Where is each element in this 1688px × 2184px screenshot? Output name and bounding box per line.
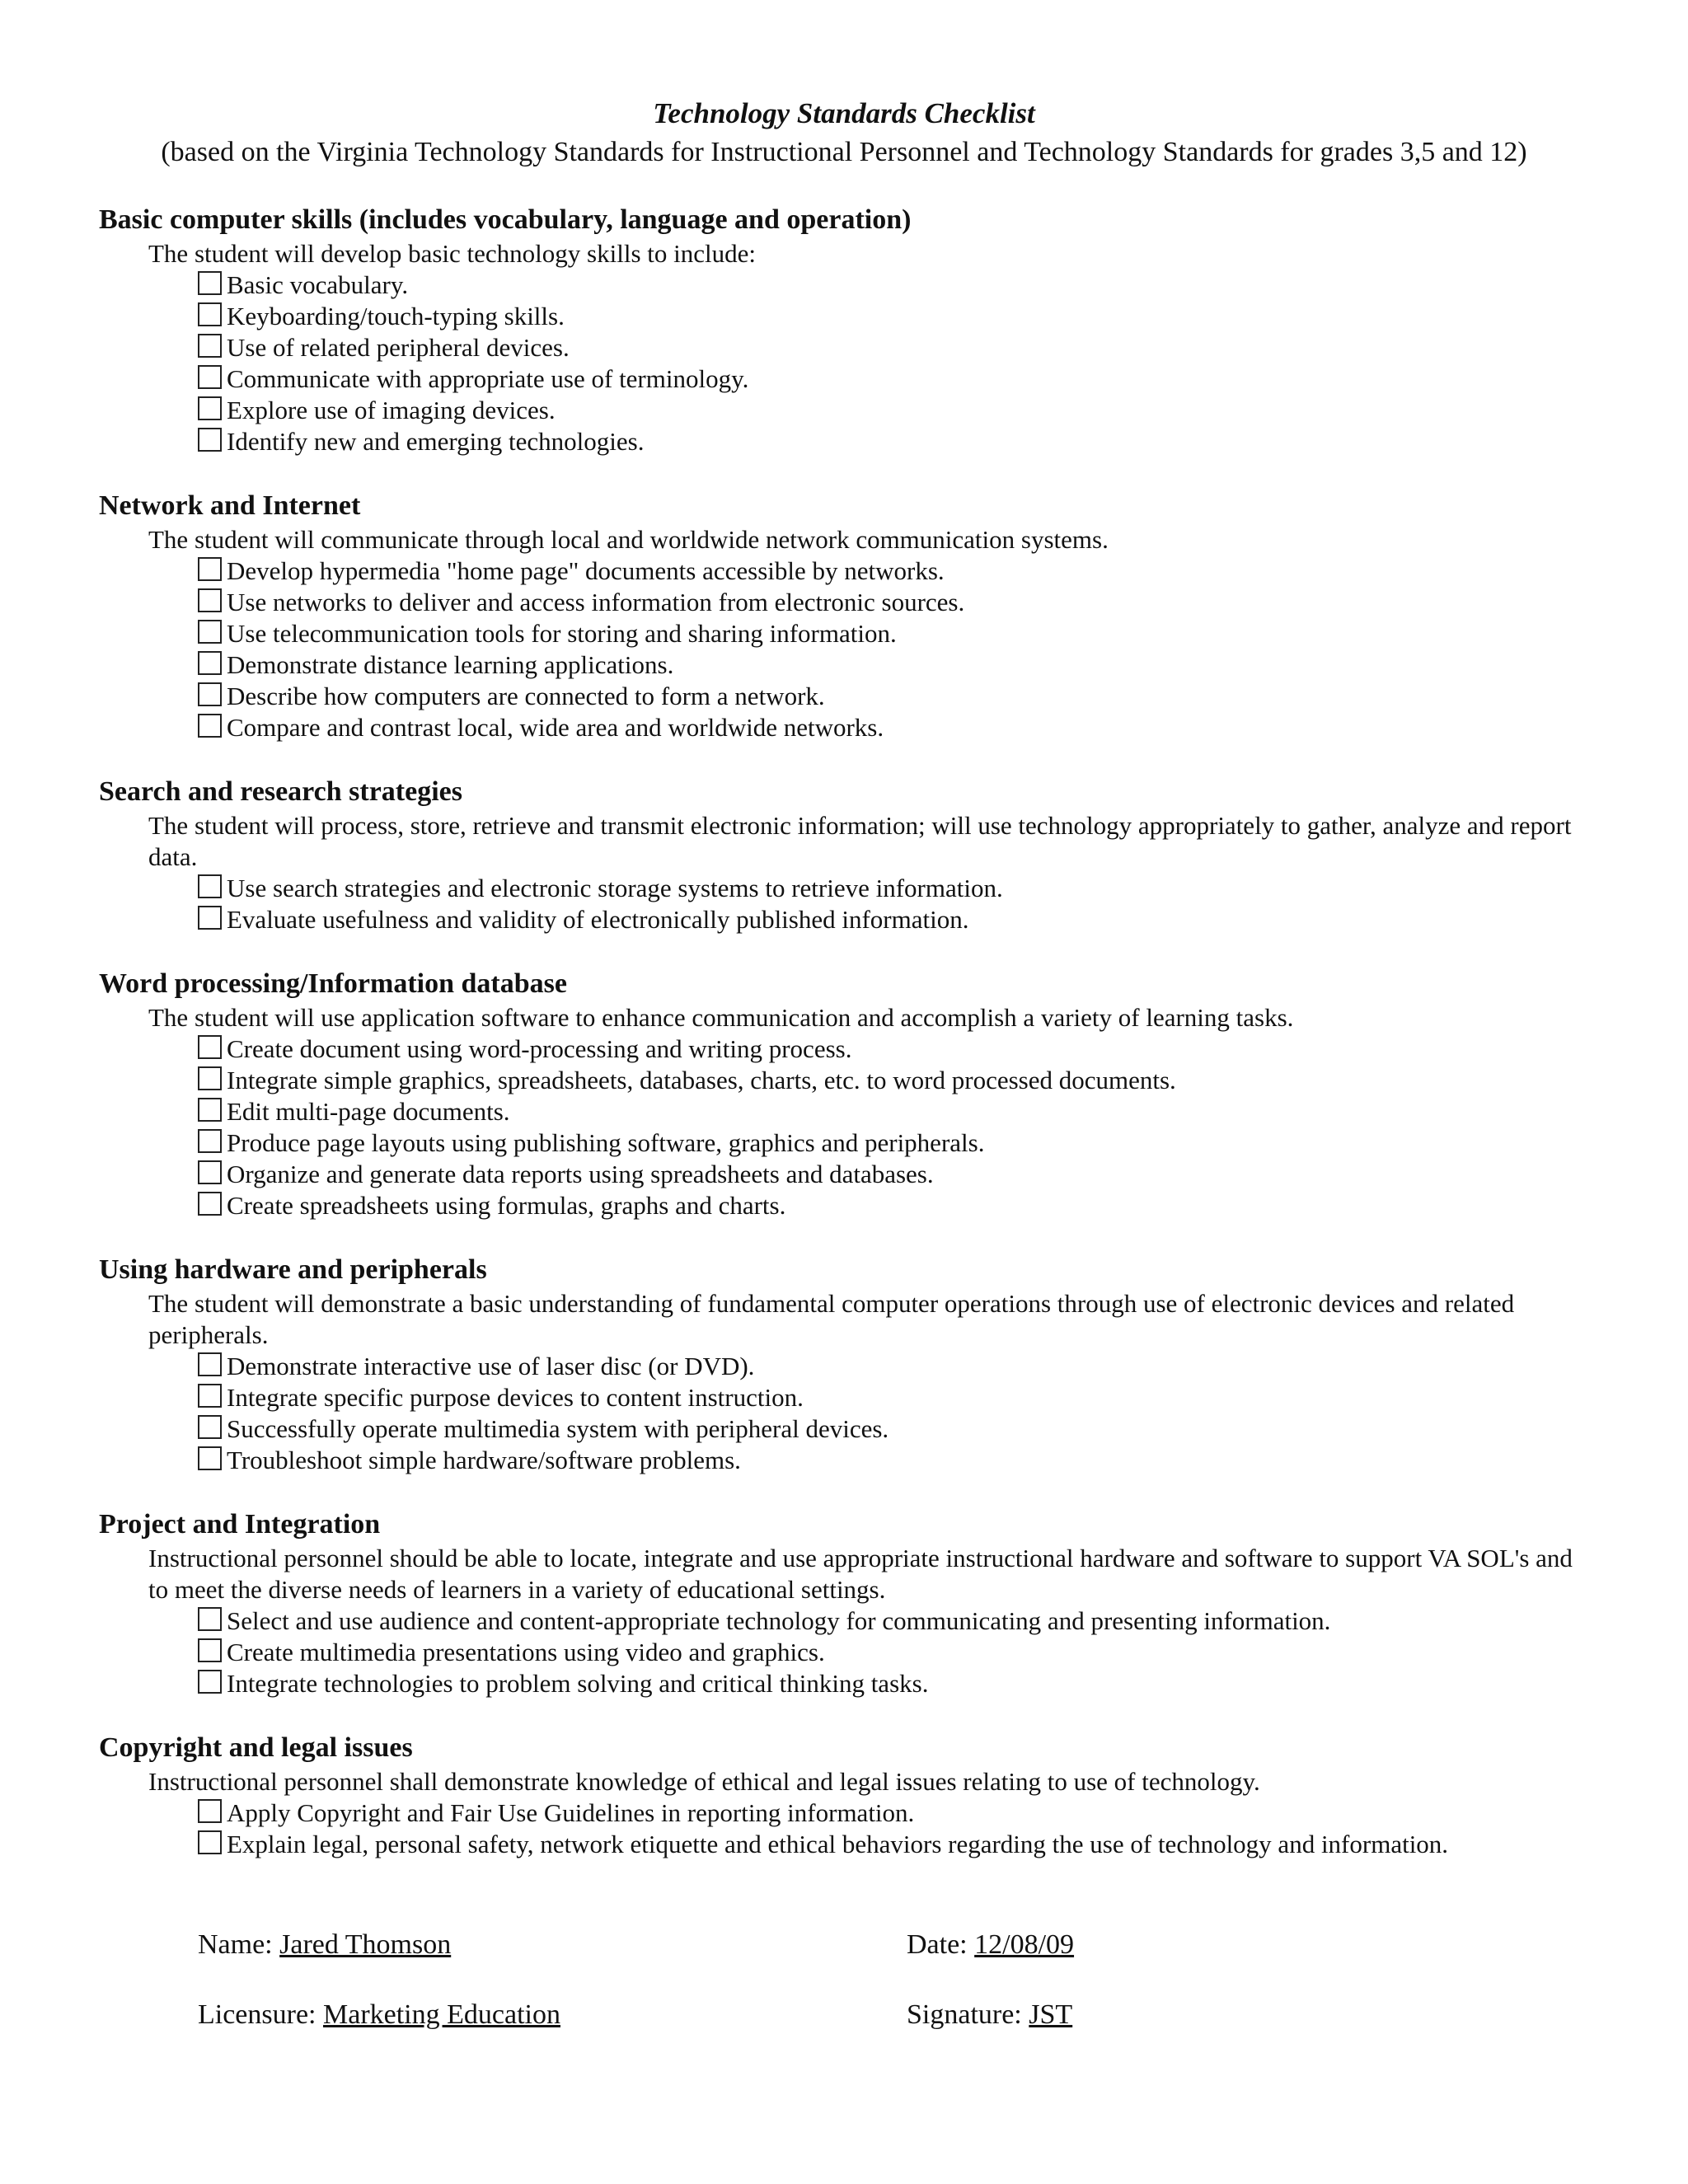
item-label: Organize and generate data reports using spreadsheets and databases. bbox=[227, 1160, 934, 1188]
checklist-item bbox=[198, 712, 1607, 743]
checklist-item bbox=[198, 395, 1607, 426]
name-value: Jared Thomson bbox=[279, 1929, 452, 1960]
checklist-item bbox=[198, 555, 1607, 587]
section-intro: The student will communicate through local and worldwide network communication systems. bbox=[148, 525, 1109, 554]
checklist-item bbox=[198, 1159, 1607, 1190]
section-intro: Instructional personnel should be able to locate, integrate and use appropriate instructional hardware and software to support VA SOL's and to meet the diverse needs of learners in a variety of educational settings. bbox=[148, 1544, 1573, 1604]
checklist-item bbox=[198, 1127, 1607, 1159]
item-label: Communicate with appropriate use of terminology. bbox=[227, 364, 749, 393]
checkbox[interactable] bbox=[198, 651, 222, 675]
checkbox[interactable] bbox=[198, 714, 222, 738]
checklist-content bbox=[99, 204, 1607, 1893]
section-intro: The student will process, store, retrieve and transmit electronic information; will use technology appropriately to gather, analyze and report data. bbox=[148, 811, 1572, 871]
item-label: Apply Copyright and Fair Use Guidelines in reporting information. bbox=[227, 1798, 915, 1827]
checkbox[interactable] bbox=[198, 588, 222, 612]
licensure-field bbox=[198, 1999, 560, 2032]
section-basic-computer-skills bbox=[99, 204, 1607, 457]
item-label: Integrate simple graphics, spreadsheets, databases, charts, etc. to word processed documents. bbox=[227, 1066, 1176, 1094]
checklist-item bbox=[198, 1445, 1607, 1476]
checkbox[interactable] bbox=[198, 557, 222, 581]
item-label: Select and use audience and content-appropriate technology for communicating and presenting information. bbox=[227, 1606, 1331, 1635]
item-label: Produce page layouts using publishing software, graphics and peripherals. bbox=[227, 1128, 985, 1157]
checkbox[interactable] bbox=[198, 1352, 222, 1376]
checklist-item bbox=[198, 649, 1607, 681]
date-value: 12/08/09 bbox=[974, 1929, 1075, 1960]
checklist-items bbox=[99, 1351, 1607, 1476]
checklist-item bbox=[198, 1797, 1607, 1829]
checklist-item bbox=[198, 1096, 1607, 1127]
checkbox[interactable] bbox=[198, 334, 222, 358]
section-copyright-and-legal bbox=[99, 1732, 1607, 1860]
item-label: Keyboarding/touch-typing skills. bbox=[227, 302, 565, 330]
item-label: Integrate technologies to problem solving and critical thinking tasks. bbox=[227, 1669, 929, 1698]
section-heading: Network and Internet bbox=[99, 490, 361, 521]
checklist-item bbox=[198, 873, 1607, 904]
name-field bbox=[198, 1929, 451, 1961]
name-label: Name: bbox=[198, 1929, 280, 1960]
signature-field bbox=[907, 1999, 1072, 2032]
checkbox[interactable] bbox=[198, 428, 222, 452]
checkbox[interactable] bbox=[198, 396, 222, 420]
item-label: Describe how computers are connected to form a network. bbox=[227, 682, 825, 710]
checkbox[interactable] bbox=[198, 1830, 222, 1854]
section-search-and-research bbox=[99, 776, 1607, 935]
section-intro: The student will develop basic technology skills to include: bbox=[148, 239, 756, 268]
checklist-item bbox=[198, 426, 1607, 457]
section-word-processing bbox=[99, 968, 1607, 1221]
item-label: Demonstrate interactive use of laser disc (or DVD). bbox=[227, 1352, 755, 1380]
checklist-items bbox=[99, 1033, 1607, 1221]
checkbox[interactable] bbox=[198, 1098, 222, 1122]
checklist-item bbox=[198, 301, 1607, 332]
checkbox[interactable] bbox=[198, 1129, 222, 1153]
checklist-items bbox=[99, 269, 1607, 457]
checklist-item bbox=[198, 904, 1607, 935]
section-heading: Search and research strategies bbox=[99, 776, 462, 807]
section-intro: The student will demonstrate a basic understanding of fundamental computer operations through use of electronic devices and related peripherals. bbox=[148, 1289, 1515, 1349]
checkbox[interactable] bbox=[198, 1035, 222, 1059]
checklist-items bbox=[99, 555, 1607, 743]
checklist-item bbox=[198, 1605, 1607, 1637]
checklist-items bbox=[99, 1605, 1607, 1699]
checkbox[interactable] bbox=[198, 1415, 222, 1439]
checklist-item bbox=[198, 587, 1607, 618]
checkbox[interactable] bbox=[198, 682, 222, 706]
checklist-item bbox=[198, 1668, 1607, 1699]
checkbox[interactable] bbox=[198, 1160, 222, 1184]
item-label: Edit multi-page documents. bbox=[227, 1097, 510, 1126]
section-heading: Copyright and legal issues bbox=[99, 1732, 413, 1763]
item-label: Develop hypermedia "home page" documents accessible by networks. bbox=[227, 556, 945, 585]
item-label: Create multimedia presentations using video and graphics. bbox=[227, 1638, 825, 1666]
checklist-items bbox=[99, 873, 1607, 935]
page-subtitle: (based on the Virginia Technology Standards for Instructional Personnel and Technology Standards for grades 3,5 and 12) bbox=[161, 137, 1527, 167]
checklist-item bbox=[198, 1351, 1607, 1382]
checkbox[interactable] bbox=[198, 302, 222, 326]
section-heading: Using hardware and peripherals bbox=[99, 1254, 487, 1285]
checklist-item bbox=[198, 1033, 1607, 1065]
section-heading: Word processing/Information database bbox=[99, 968, 567, 999]
checklist-item bbox=[198, 363, 1607, 395]
checkbox[interactable] bbox=[198, 874, 222, 898]
section-intro: Instructional personnel shall demonstrate knowledge of ethical and legal issues relating to use of technology. bbox=[148, 1767, 1260, 1796]
checkbox[interactable] bbox=[198, 1670, 222, 1694]
item-label: Troubleshoot simple hardware/software problems. bbox=[227, 1446, 741, 1474]
licensure-value: Marketing Education bbox=[323, 1999, 560, 2030]
date-field bbox=[907, 1929, 1074, 1961]
checklist-items bbox=[99, 1797, 1607, 1860]
checkbox[interactable] bbox=[198, 1607, 222, 1631]
checklist-item bbox=[198, 681, 1607, 712]
item-label: Identify new and emerging technologies. bbox=[227, 427, 645, 456]
item-label: Demonstrate distance learning applications. bbox=[227, 650, 674, 679]
item-label: Use telecommunication tools for storing and sharing information. bbox=[227, 619, 897, 648]
item-label: Successfully operate multimedia system with peripheral devices. bbox=[227, 1414, 889, 1443]
item-label: Explain legal, personal safety, network etiquette and ethical behaviors regarding the use of technology and information. bbox=[227, 1830, 1449, 1858]
date-label: Date: bbox=[907, 1929, 975, 1960]
page-title: Technology Standards Checklist bbox=[653, 97, 1035, 129]
checkbox[interactable] bbox=[198, 1446, 222, 1470]
item-label: Integrate specific purpose devices to content instruction. bbox=[227, 1383, 804, 1412]
checklist-item bbox=[198, 1829, 1607, 1860]
item-label: Use of related peripheral devices. bbox=[227, 333, 570, 362]
section-network-and-internet bbox=[99, 490, 1607, 743]
item-label: Explore use of imaging devices. bbox=[227, 396, 556, 424]
section-project-and-integration bbox=[99, 1509, 1607, 1699]
checkbox[interactable] bbox=[198, 271, 222, 295]
item-label: Use search strategies and electronic storage systems to retrieve information. bbox=[227, 874, 1003, 902]
item-label: Create spreadsheets using formulas, graphs and charts. bbox=[227, 1191, 786, 1220]
checkbox[interactable] bbox=[198, 1066, 222, 1090]
checkbox[interactable] bbox=[198, 1384, 222, 1408]
checklist-item bbox=[198, 618, 1607, 649]
section-heading: Basic computer skills (includes vocabulary, language and operation) bbox=[99, 204, 912, 235]
section-hardware-and-peripherals bbox=[99, 1254, 1607, 1476]
licensure-label: Licensure: bbox=[198, 1999, 323, 2030]
checkbox[interactable] bbox=[198, 1638, 222, 1662]
checklist-item bbox=[198, 1382, 1607, 1413]
checklist-item bbox=[198, 269, 1607, 301]
section-heading: Project and Integration bbox=[99, 1509, 381, 1540]
checklist-item bbox=[198, 332, 1607, 363]
checklist-item bbox=[198, 1413, 1607, 1445]
item-label: Basic vocabulary. bbox=[227, 270, 409, 299]
item-label: Create document using word-processing and writing process. bbox=[227, 1034, 852, 1063]
signature-label: Signature: bbox=[907, 1999, 1029, 2030]
checklist-item bbox=[198, 1637, 1607, 1668]
checklist-item bbox=[198, 1190, 1607, 1221]
checkbox[interactable] bbox=[198, 906, 222, 930]
item-label: Use networks to deliver and access information from electronic sources. bbox=[227, 588, 965, 616]
item-label: Evaluate usefulness and validity of electronically published information. bbox=[227, 905, 969, 934]
checkbox[interactable] bbox=[198, 1192, 222, 1216]
item-label: Compare and contrast local, wide area and worldwide networks. bbox=[227, 713, 884, 742]
checkbox[interactable] bbox=[198, 1799, 222, 1823]
section-intro: The student will use application software to enhance communication and accomplish a variety of learning tasks. bbox=[148, 1003, 1294, 1032]
checkbox[interactable] bbox=[198, 365, 222, 389]
checkbox[interactable] bbox=[198, 620, 222, 644]
checklist-item bbox=[198, 1065, 1607, 1096]
signature-value: JST bbox=[1029, 1999, 1073, 2030]
